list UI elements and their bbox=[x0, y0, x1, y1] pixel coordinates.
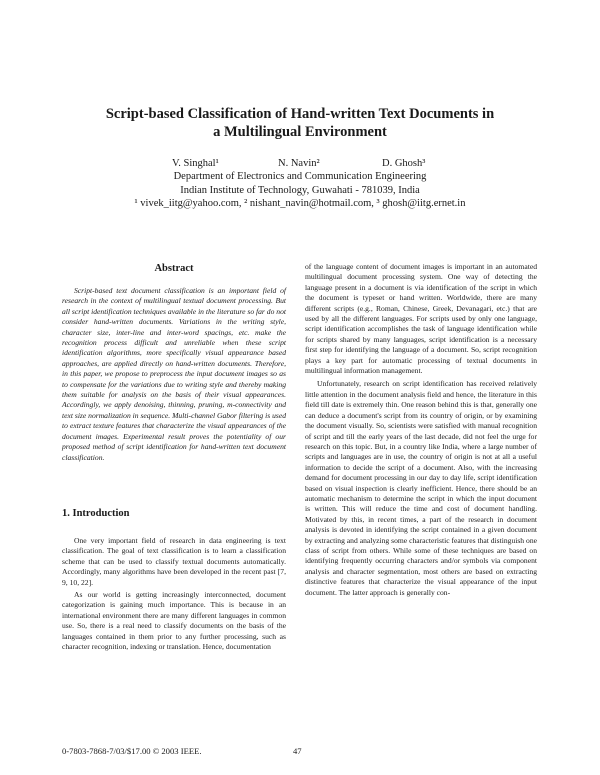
footer-isbn: 0-7803-7868-7/03/$17.00 © 2003 IEEE. bbox=[62, 746, 202, 756]
affiliation bbox=[60, 170, 540, 211]
abstract-heading: Abstract bbox=[154, 263, 194, 274]
left-column bbox=[62, 262, 286, 463]
abstract-text: Script-based text document classification is an important field of research in the context of multilingual textual document processing. But all script identification techniques available in the literature so far do not consider hand-written documents. Variations in the writing style, character size, inter-line and inter-word spacings, etc. make the recognition process difficult and unreliable when these script identification algorithms, more specifically visual appearance based approaches, are applied directly on hand-written documents. Therefore, in this paper, we propose to preprocess the input document images so as to compensate for the variations due to writing style and thereby making them suitable for analysis on the basis of their visual appearances. Accordingly, we apply denoising, thinning, pruning, m-connectivity and text size normalization in sequence. Multi-channel Gabor filtering is used to extract texture features that characterize the visual appearances of the document images. Experimental result proves the potentiality of our proposed method of script identification for hand-written text document classification. bbox=[62, 286, 286, 462]
author-1: V. Singhal¹ bbox=[172, 158, 219, 169]
author-list bbox=[60, 157, 540, 170]
introduction-heading: 1. Introduction bbox=[62, 508, 130, 519]
affiliation-institute: Indian Institute of Technology, Guwahati - 781039, India bbox=[180, 184, 420, 196]
introduction-body bbox=[62, 536, 286, 652]
author-3: D. Ghosh³ bbox=[382, 158, 426, 169]
intro-paragraph-1: One very important field of research in data engineering is text classification. The goal of text classification is to learn a classification scheme that can be used to classify textual documents automatically. Accordingly, many algorithms have been developed in the recent past [7, 9, 10, 22]. bbox=[62, 536, 286, 587]
title-line-1: Script-based Classification of Hand-written Text Documents in bbox=[105, 106, 495, 122]
right-paragraph-2: Unfortunately, research on script identification has received relatively little attention in the document analysis field and hence, the literature in this field till date is extremely thin. One reason behind this is that, generally one can deduce a document's script from its country of origin, or by examining the document visually. So, scientists were satisfied with manual recognition of script and till the early years of the last decade, did not feel the urge for research on this topic. But, in a country like India, where a large number of scripts and languages are in use, the country of origin is not at all a useful information to decide the script of a document. Also, with the increasing demand for document processing in our day to day life, script identification based on visual inspection is clearly inefficient. Hence, there should be an automatic mechanism to determine the script in which the input document is written. This will reduce the time and cost of document handling. Motivated by this, in recent times, a part of the research in document analysis is devoted in identifying the script contained in a given document by extracting and analyzing some characteristic features that distinguish one class of script from others. While some of these techniques are based on identifying frequently occurring characters and/or symbols via component analysis and character segmentation, most others are based on extracting distinctive features that characterize the visual appearance of the input document. The latter approach is generally con- bbox=[305, 379, 537, 597]
paper-title bbox=[60, 105, 540, 141]
title-line-2: a Multilingual Environment bbox=[213, 124, 387, 140]
affiliation-department: Department of Electronics and Communication Engineering bbox=[173, 171, 427, 182]
intro-paragraph-2: As our world is getting increasingly interconnected, document categorization is gaining much importance. This is because in an international environment there are many different languages in common use. So, there is a real need to classify documents on the basis of the languages contained in them prior to any further processing, such as character recognition, indexing or translation. Hence, documentation bbox=[62, 590, 286, 652]
author-emails: ¹ vivek_iitg@yahoo.com, ² nishant_navin@hotmail.com, ³ ghosh@iitg.ernet.in bbox=[134, 198, 466, 209]
right-paragraph-1: of the language content of document images is important in an automated multilingual document processing system. One way of detecting the language present in a document is via identification of the script in which the document is typeset or hand written. Worldwide, there are many different scripts (e.g., Roman, Chinese, Greek, Devanagari, etc.) that are used by all the different languages. For scripts used by only one language, script identification accomplishes the task of language identification while for scripts shared by many languages, script identification is a necessary first step for identifying the language of a document. So, script recognition plays a key part for automatic processing of textual documents in multilingual information management. bbox=[305, 262, 537, 376]
page-number: 47 bbox=[293, 746, 302, 756]
author-2: N. Navin² bbox=[278, 158, 320, 169]
right-column bbox=[305, 262, 537, 598]
